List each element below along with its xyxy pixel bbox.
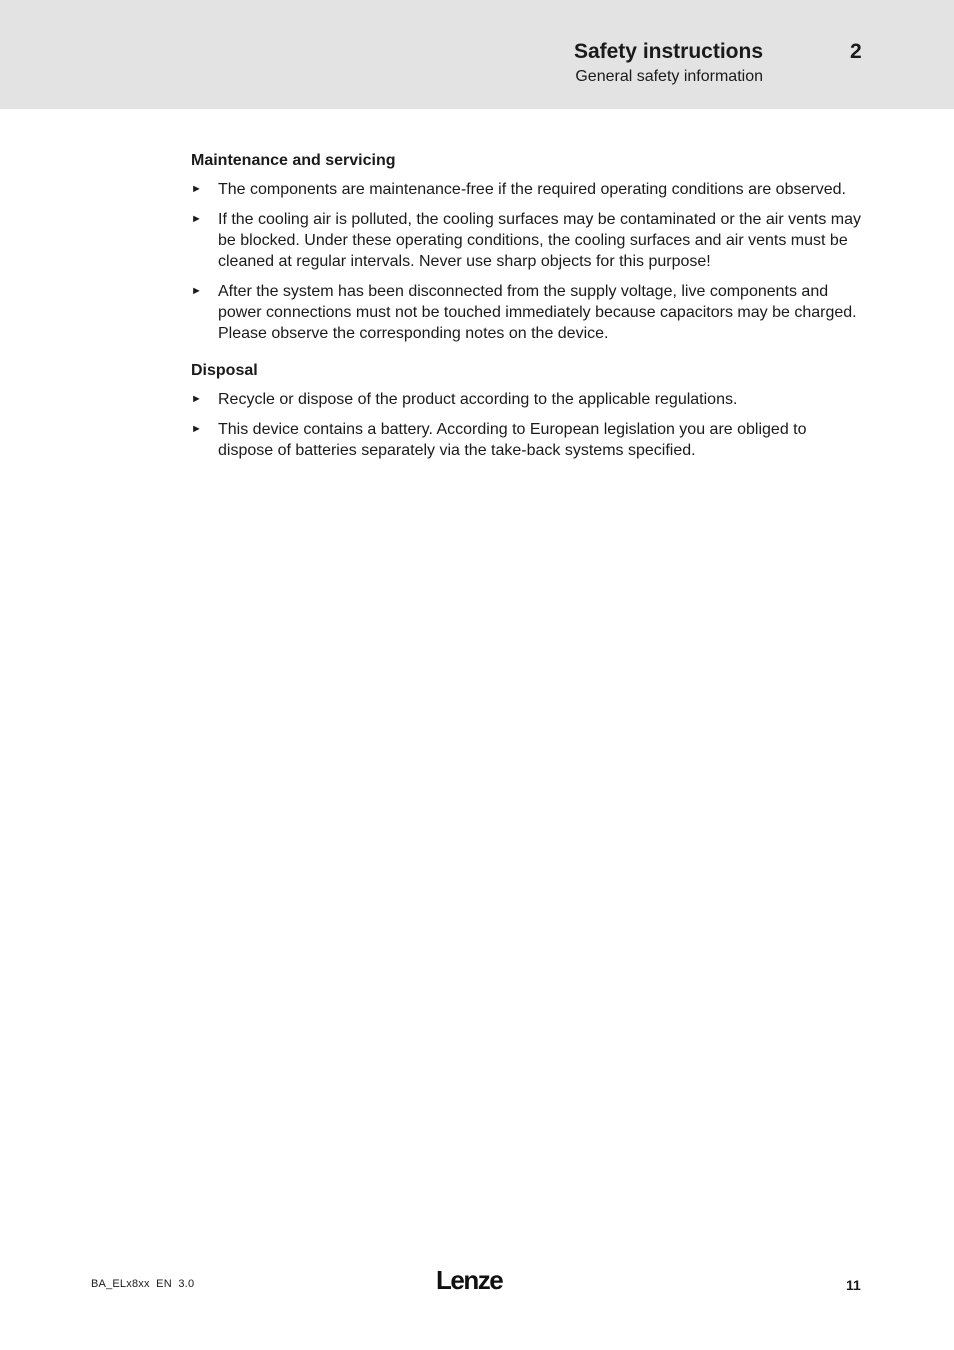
bullet-arrow-icon: ► [191, 213, 202, 225]
bullet-arrow-icon: ► [191, 285, 202, 297]
bullet-list [191, 179, 866, 344]
section-subtitle: General safety information [575, 68, 763, 85]
list-item-text: Recycle or dispose of the product according to the applicable regulations. [218, 391, 738, 408]
section-maintenance [191, 150, 866, 344]
bullet-arrow-icon: ► [191, 423, 202, 435]
footer-doc-id: BA_ELx8xx EN 3.0 [91, 1278, 195, 1290]
bullet-arrow-icon: ► [191, 183, 202, 195]
list-item-text: After the system has been disconnected from the supply voltage, live components and power connections must not be touched immediately because capacitors may be charged. Please observe the corresponding notes on the device. [218, 283, 857, 342]
lenze-logo: Lenze [436, 1265, 503, 1295]
section-heading: Disposal [191, 362, 258, 379]
list-item-text: If the cooling air is polluted, the cooling surfaces may be contaminated or the air vents may be blocked. Under these operating conditions, the cooling surfaces and air vents must be cleaned at regular intervals. Never use sharp objects for this purpose! [218, 211, 862, 270]
section-heading: Maintenance and servicing [191, 152, 396, 169]
list-item [191, 209, 866, 272]
chapter-number: 2 [850, 40, 862, 63]
page-number: 11 [846, 1277, 861, 1293]
bullet-arrow-icon: ► [191, 393, 202, 405]
list-item [191, 389, 866, 410]
header-band [0, 0, 954, 109]
list-item [191, 281, 866, 344]
list-item-text: This device contains a battery. According to European legislation you are obliged to dispose of batteries separately via the take-back systems specified. [218, 421, 807, 459]
bullet-list [191, 389, 866, 461]
list-item [191, 419, 866, 461]
list-item [191, 179, 866, 200]
chapter-title: Safety instructions [573, 40, 763, 63]
list-item-text: The components are maintenance-free if the required operating conditions are observed. [218, 181, 846, 198]
page-content [191, 150, 866, 477]
section-disposal [191, 360, 866, 461]
